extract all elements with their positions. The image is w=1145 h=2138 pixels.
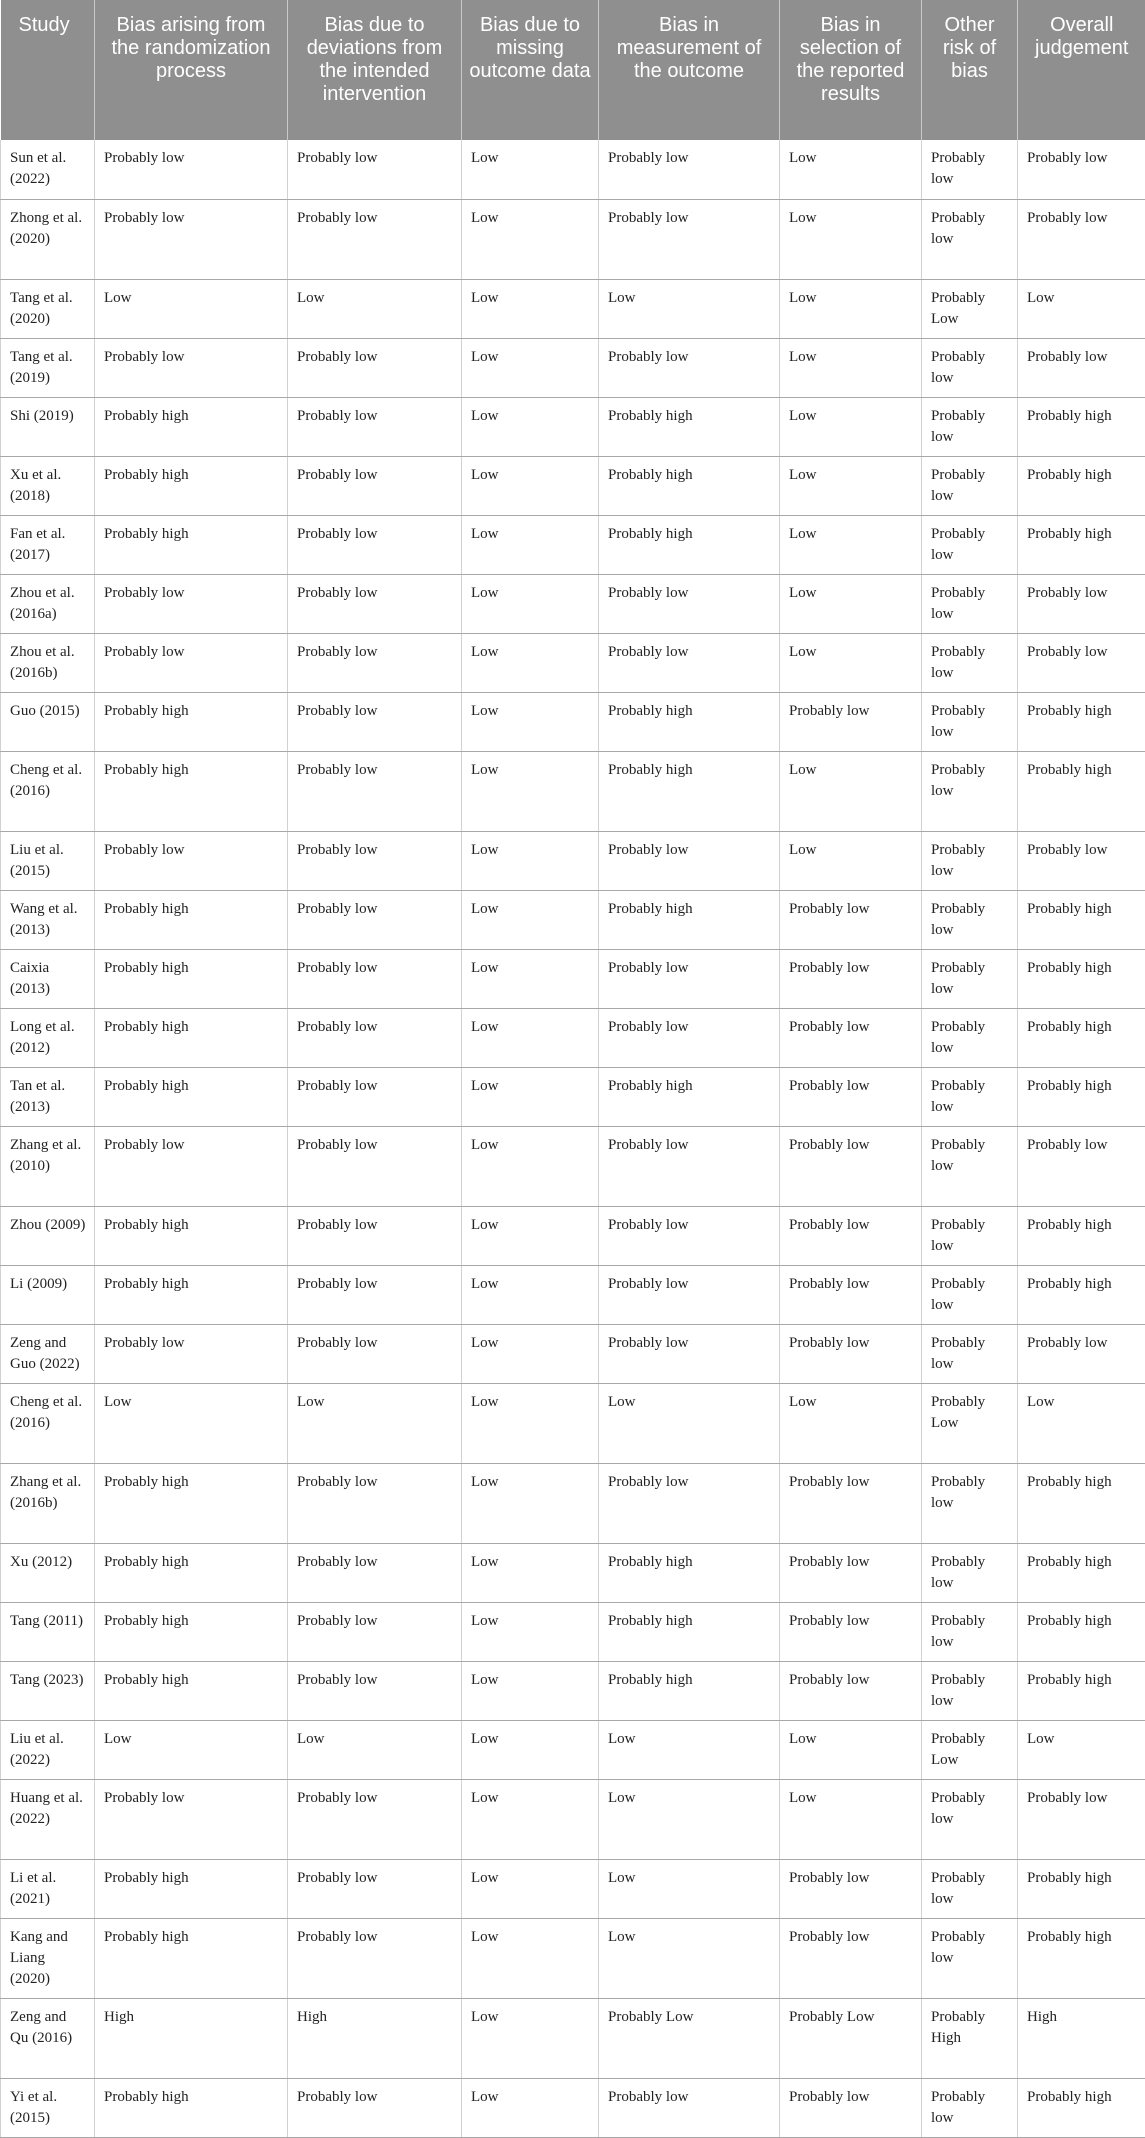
deviations-cell: Probably low <box>288 397 462 456</box>
table-row <box>1 633 1145 692</box>
missing-data-cell: Low <box>462 1324 599 1383</box>
selection-cell: Low <box>780 199 922 279</box>
table-row <box>1 1008 1145 1067</box>
selection-cell: Probably low <box>780 2078 922 2137</box>
selection-cell: Low <box>780 279 922 338</box>
table-row <box>1 338 1145 397</box>
overall-cell: Probably low <box>1018 1324 1145 1383</box>
randomization-cell: Probably high <box>95 2078 288 2137</box>
measurement-cell: Probably high <box>599 1602 780 1661</box>
missing-data-cell: Low <box>462 1008 599 1067</box>
table-row <box>1 692 1145 751</box>
deviations-cell: Probably low <box>288 751 462 831</box>
selection-cell: Low <box>780 338 922 397</box>
other-bias-cell: Probably low <box>922 1463 1018 1543</box>
study-cell: Fan et al. (2017) <box>1 515 95 574</box>
randomization-cell: Probably high <box>95 949 288 1008</box>
table-row <box>1 279 1145 338</box>
study-cell: Zeng and Qu (2016) <box>1 1998 95 2078</box>
selection-cell: Probably low <box>780 1859 922 1918</box>
other-bias-cell: Probably low <box>922 456 1018 515</box>
other-bias-cell: Probably low <box>922 574 1018 633</box>
randomization-cell: Probably high <box>95 1206 288 1265</box>
header-missing-data: Bias due to missing outcome data <box>462 0 599 140</box>
deviations-cell: Probably low <box>288 1126 462 1206</box>
randomization-cell: Probably high <box>95 692 288 751</box>
study-cell: Zhang et al. (2016b) <box>1 1463 95 1543</box>
measurement-cell: Probably low <box>599 949 780 1008</box>
missing-data-cell: Low <box>462 1463 599 1543</box>
deviations-cell: High <box>288 1998 462 2078</box>
deviations-cell: Probably low <box>288 1067 462 1126</box>
table-row <box>1 1067 1145 1126</box>
selection-cell: Probably low <box>780 1661 922 1720</box>
study-cell: Tang (2023) <box>1 1661 95 1720</box>
randomization-cell: Probably low <box>95 1779 288 1859</box>
selection-cell: Probably low <box>780 692 922 751</box>
missing-data-cell: Low <box>462 279 599 338</box>
selection-cell: Low <box>780 397 922 456</box>
table-row <box>1 574 1145 633</box>
study-cell: Zhou (2009) <box>1 1206 95 1265</box>
header-overall: Overall judgement <box>1018 0 1145 140</box>
missing-data-cell: Low <box>462 1918 599 1998</box>
table-row <box>1 1383 1145 1463</box>
table-row <box>1 1859 1145 1918</box>
selection-cell: Probably low <box>780 1067 922 1126</box>
table-row <box>1 199 1145 279</box>
table-row <box>1 456 1145 515</box>
deviations-cell: Probably low <box>288 1779 462 1859</box>
randomization-cell: High <box>95 1998 288 2078</box>
missing-data-cell: Low <box>462 1126 599 1206</box>
randomization-cell: Probably low <box>95 140 288 199</box>
measurement-cell: Probably high <box>599 751 780 831</box>
selection-cell: Low <box>780 1383 922 1463</box>
other-bias-cell: Probably low <box>922 338 1018 397</box>
measurement-cell: Probably high <box>599 515 780 574</box>
selection-cell: Probably Low <box>780 1998 922 2078</box>
header-other: Other risk of bias <box>922 0 1018 140</box>
overall-cell: Probably high <box>1018 1661 1145 1720</box>
overall-cell: Probably low <box>1018 831 1145 890</box>
overall-cell: Low <box>1018 279 1145 338</box>
table-row <box>1 1126 1145 1206</box>
table-row <box>1 1543 1145 1602</box>
deviations-cell: Probably low <box>288 1265 462 1324</box>
overall-cell: Probably low <box>1018 574 1145 633</box>
randomization-cell: Probably high <box>95 456 288 515</box>
missing-data-cell: Low <box>462 1067 599 1126</box>
other-bias-cell: Probably low <box>922 1008 1018 1067</box>
table-row <box>1 1602 1145 1661</box>
other-bias-cell: Probably low <box>922 1918 1018 1998</box>
selection-cell: Probably low <box>780 1918 922 1998</box>
deviations-cell: Probably low <box>288 1602 462 1661</box>
measurement-cell: Low <box>599 1720 780 1779</box>
other-bias-cell: Probably low <box>922 1602 1018 1661</box>
overall-cell: Probably high <box>1018 1859 1145 1918</box>
randomization-cell: Low <box>95 1720 288 1779</box>
study-cell: Liu et al. (2022) <box>1 1720 95 1779</box>
selection-cell: Probably low <box>780 949 922 1008</box>
deviations-cell: Low <box>288 1383 462 1463</box>
deviations-cell: Low <box>288 279 462 338</box>
table-row <box>1 397 1145 456</box>
study-cell: Yi et al. (2015) <box>1 2078 95 2137</box>
randomization-cell: Probably low <box>95 1324 288 1383</box>
randomization-cell: Probably high <box>95 1602 288 1661</box>
overall-cell: Probably high <box>1018 751 1145 831</box>
randomization-cell: Probably high <box>95 397 288 456</box>
missing-data-cell: Low <box>462 338 599 397</box>
table-row <box>1 1998 1145 2078</box>
study-cell: Li (2009) <box>1 1265 95 1324</box>
missing-data-cell: Low <box>462 1543 599 1602</box>
table-row <box>1 890 1145 949</box>
randomization-cell: Probably high <box>95 1008 288 1067</box>
missing-data-cell: Low <box>462 140 599 199</box>
overall-cell: Probably high <box>1018 692 1145 751</box>
header-row <box>1 0 1145 140</box>
measurement-cell: Probably high <box>599 397 780 456</box>
measurement-cell: Probably low <box>599 1463 780 1543</box>
deviations-cell: Probably low <box>288 338 462 397</box>
header-measurement: Bias in measurement of the outcome <box>599 0 780 140</box>
study-cell: Tang et al. (2019) <box>1 338 95 397</box>
overall-cell: Low <box>1018 1720 1145 1779</box>
missing-data-cell: Low <box>462 1779 599 1859</box>
header-randomization: Bias arising from the randomization process <box>95 0 288 140</box>
deviations-cell: Probably low <box>288 1206 462 1265</box>
other-bias-cell: Probably low <box>922 751 1018 831</box>
deviations-cell: Probably low <box>288 1859 462 1918</box>
deviations-cell: Probably low <box>288 1918 462 1998</box>
randomization-cell: Probably low <box>95 338 288 397</box>
measurement-cell: Probably low <box>599 1206 780 1265</box>
other-bias-cell: Probably low <box>922 1206 1018 1265</box>
table-row <box>1 2078 1145 2137</box>
missing-data-cell: Low <box>462 1206 599 1265</box>
overall-cell: Probably high <box>1018 1206 1145 1265</box>
study-cell: Long et al. (2012) <box>1 1008 95 1067</box>
other-bias-cell: Probably low <box>922 1126 1018 1206</box>
deviations-cell: Probably low <box>288 574 462 633</box>
study-cell: Zhang et al. (2010) <box>1 1126 95 1206</box>
selection-cell: Probably low <box>780 1008 922 1067</box>
selection-cell: Low <box>780 831 922 890</box>
other-bias-cell: Probably low <box>922 1324 1018 1383</box>
selection-cell: Probably low <box>780 890 922 949</box>
measurement-cell: Probably low <box>599 1008 780 1067</box>
randomization-cell: Probably high <box>95 1918 288 1998</box>
table-row <box>1 1206 1145 1265</box>
other-bias-cell: Probably low <box>922 515 1018 574</box>
measurement-cell: Probably low <box>599 2078 780 2137</box>
selection-cell: Low <box>780 140 922 199</box>
randomization-cell: Probably low <box>95 1126 288 1206</box>
missing-data-cell: Low <box>462 949 599 1008</box>
missing-data-cell: Low <box>462 1383 599 1463</box>
other-bias-cell: Probably Low <box>922 1720 1018 1779</box>
overall-cell: Probably high <box>1018 515 1145 574</box>
other-bias-cell: Probably low <box>922 1779 1018 1859</box>
deviations-cell: Probably low <box>288 1543 462 1602</box>
table-row <box>1 140 1145 199</box>
missing-data-cell: Low <box>462 1661 599 1720</box>
study-cell: Shi (2019) <box>1 397 95 456</box>
deviations-cell: Probably low <box>288 633 462 692</box>
other-bias-cell: Probably low <box>922 2078 1018 2137</box>
other-bias-cell: Probably low <box>922 831 1018 890</box>
measurement-cell: Low <box>599 1918 780 1998</box>
other-bias-cell: Probably low <box>922 140 1018 199</box>
randomization-cell: Probably high <box>95 1661 288 1720</box>
selection-cell: Low <box>780 515 922 574</box>
overall-cell: Probably low <box>1018 1779 1145 1859</box>
measurement-cell: Probably low <box>599 633 780 692</box>
study-cell: Tang et al. (2020) <box>1 279 95 338</box>
measurement-cell: Probably low <box>599 1126 780 1206</box>
header-deviations: Bias due to deviations from the intended intervention <box>288 0 462 140</box>
measurement-cell: Probably high <box>599 1661 780 1720</box>
study-cell: Caixia (2013) <box>1 949 95 1008</box>
overall-cell: Probably high <box>1018 1463 1145 1543</box>
overall-cell: Probably high <box>1018 949 1145 1008</box>
deviations-cell: Probably low <box>288 890 462 949</box>
selection-cell: Probably low <box>780 1543 922 1602</box>
overall-cell: Probably low <box>1018 1126 1145 1206</box>
missing-data-cell: Low <box>462 1265 599 1324</box>
measurement-cell: Probably low <box>599 574 780 633</box>
other-bias-cell: Probably Low <box>922 1383 1018 1463</box>
study-cell: Zhong et al. (2020) <box>1 199 95 279</box>
other-bias-cell: Probably low <box>922 1543 1018 1602</box>
deviations-cell: Probably low <box>288 1661 462 1720</box>
table-row <box>1 751 1145 831</box>
randomization-cell: Probably high <box>95 1859 288 1918</box>
missing-data-cell: Low <box>462 890 599 949</box>
deviations-cell: Probably low <box>288 515 462 574</box>
study-cell: Li et al. (2021) <box>1 1859 95 1918</box>
overall-cell: Probably high <box>1018 890 1145 949</box>
table-body <box>1 140 1145 2137</box>
deviations-cell: Probably low <box>288 1463 462 1543</box>
table-row <box>1 1779 1145 1859</box>
selection-cell: Low <box>780 1779 922 1859</box>
randomization-cell: Probably high <box>95 751 288 831</box>
overall-cell: High <box>1018 1998 1145 2078</box>
measurement-cell: Probably high <box>599 1067 780 1126</box>
randomization-cell: Low <box>95 1383 288 1463</box>
deviations-cell: Probably low <box>288 456 462 515</box>
header-selection: Bias in selection of the reported results <box>780 0 922 140</box>
randomization-cell: Probably low <box>95 199 288 279</box>
overall-cell: Probably low <box>1018 338 1145 397</box>
deviations-cell: Probably low <box>288 1008 462 1067</box>
overall-cell: Probably high <box>1018 397 1145 456</box>
other-bias-cell: Probably low <box>922 1661 1018 1720</box>
deviations-cell: Probably low <box>288 2078 462 2137</box>
measurement-cell: Low <box>599 1383 780 1463</box>
other-bias-cell: Probably low <box>922 633 1018 692</box>
missing-data-cell: Low <box>462 1998 599 2078</box>
measurement-cell: Low <box>599 1859 780 1918</box>
study-cell: Zeng and Guo (2022) <box>1 1324 95 1383</box>
selection-cell: Low <box>780 751 922 831</box>
table-row <box>1 1265 1145 1324</box>
missing-data-cell: Low <box>462 2078 599 2137</box>
study-cell: Cheng et al. (2016) <box>1 751 95 831</box>
randomization-cell: Probably high <box>95 1265 288 1324</box>
measurement-cell: Probably high <box>599 456 780 515</box>
measurement-cell: Probably high <box>599 1543 780 1602</box>
table-header <box>1 0 1145 140</box>
missing-data-cell: Low <box>462 692 599 751</box>
randomization-cell: Low <box>95 279 288 338</box>
study-cell: Huang et al. (2022) <box>1 1779 95 1859</box>
other-bias-cell: Probably low <box>922 890 1018 949</box>
overall-cell: Low <box>1018 1383 1145 1463</box>
randomization-cell: Probably low <box>95 633 288 692</box>
table-row <box>1 831 1145 890</box>
other-bias-cell: Probably low <box>922 692 1018 751</box>
selection-cell: Probably low <box>780 1324 922 1383</box>
measurement-cell: Probably low <box>599 1265 780 1324</box>
randomization-cell: Probably high <box>95 1067 288 1126</box>
overall-cell: Probably low <box>1018 633 1145 692</box>
table-row <box>1 1463 1145 1543</box>
study-cell: Tan et al. (2013) <box>1 1067 95 1126</box>
deviations-cell: Probably low <box>288 692 462 751</box>
overall-cell: Probably high <box>1018 1265 1145 1324</box>
selection-cell: Low <box>780 633 922 692</box>
measurement-cell: Probably low <box>599 1324 780 1383</box>
other-bias-cell: Probably Low <box>922 279 1018 338</box>
deviations-cell: Probably low <box>288 140 462 199</box>
missing-data-cell: Low <box>462 397 599 456</box>
missing-data-cell: Low <box>462 633 599 692</box>
randomization-cell: Probably high <box>95 515 288 574</box>
study-cell: Guo (2015) <box>1 692 95 751</box>
selection-cell: Probably low <box>780 1206 922 1265</box>
measurement-cell: Probably low <box>599 199 780 279</box>
missing-data-cell: Low <box>462 1602 599 1661</box>
table-row <box>1 1661 1145 1720</box>
study-cell: Cheng et al. (2016) <box>1 1383 95 1463</box>
measurement-cell: Low <box>599 1779 780 1859</box>
selection-cell: Low <box>780 1720 922 1779</box>
deviations-cell: Probably low <box>288 831 462 890</box>
measurement-cell: Probably low <box>599 338 780 397</box>
randomization-cell: Probably high <box>95 1463 288 1543</box>
selection-cell: Low <box>780 456 922 515</box>
other-bias-cell: Probably low <box>922 397 1018 456</box>
missing-data-cell: Low <box>462 574 599 633</box>
study-cell: Sun et al. (2022) <box>1 140 95 199</box>
other-bias-cell: Probably low <box>922 199 1018 279</box>
header-study: Study <box>1 0 95 140</box>
randomization-cell: Probably high <box>95 890 288 949</box>
measurement-cell: Probably high <box>599 692 780 751</box>
selection-cell: Probably low <box>780 1602 922 1661</box>
table-row <box>1 1324 1145 1383</box>
other-bias-cell: Probably low <box>922 1067 1018 1126</box>
missing-data-cell: Low <box>462 831 599 890</box>
deviations-cell: Probably low <box>288 949 462 1008</box>
selection-cell: Low <box>780 574 922 633</box>
selection-cell: Probably low <box>780 1265 922 1324</box>
other-bias-cell: Probably low <box>922 949 1018 1008</box>
overall-cell: Probably low <box>1018 140 1145 199</box>
other-bias-cell: Probably High <box>922 1998 1018 2078</box>
selection-cell: Probably low <box>780 1463 922 1543</box>
study-cell: Tang (2011) <box>1 1602 95 1661</box>
overall-cell: Probably high <box>1018 1067 1145 1126</box>
missing-data-cell: Low <box>462 1859 599 1918</box>
measurement-cell: Probably low <box>599 140 780 199</box>
selection-cell: Probably low <box>780 1126 922 1206</box>
overall-cell: Probably high <box>1018 1008 1145 1067</box>
study-cell: Wang et al. (2013) <box>1 890 95 949</box>
measurement-cell: Probably high <box>599 890 780 949</box>
study-cell: Zhou et al. (2016a) <box>1 574 95 633</box>
other-bias-cell: Probably low <box>922 1859 1018 1918</box>
study-cell: Xu et al. (2018) <box>1 456 95 515</box>
table-row <box>1 1918 1145 1998</box>
missing-data-cell: Low <box>462 751 599 831</box>
deviations-cell: Low <box>288 1720 462 1779</box>
missing-data-cell: Low <box>462 515 599 574</box>
randomization-cell: Probably low <box>95 574 288 633</box>
overall-cell: Probably low <box>1018 199 1145 279</box>
overall-cell: Probably high <box>1018 456 1145 515</box>
missing-data-cell: Low <box>462 456 599 515</box>
study-cell: Liu et al. (2015) <box>1 831 95 890</box>
overall-cell: Probably high <box>1018 1602 1145 1661</box>
deviations-cell: Probably low <box>288 199 462 279</box>
table-row <box>1 949 1145 1008</box>
other-bias-cell: Probably low <box>922 1265 1018 1324</box>
overall-cell: Probably high <box>1018 2078 1145 2137</box>
study-cell: Kang and Liang (2020) <box>1 1918 95 1998</box>
measurement-cell: Low <box>599 279 780 338</box>
table-row <box>1 1720 1145 1779</box>
overall-cell: Probably high <box>1018 1543 1145 1602</box>
randomization-cell: Probably high <box>95 1543 288 1602</box>
measurement-cell: Probably low <box>599 831 780 890</box>
study-cell: Xu (2012) <box>1 1543 95 1602</box>
table-row <box>1 515 1145 574</box>
randomization-cell: Probably low <box>95 831 288 890</box>
missing-data-cell: Low <box>462 1720 599 1779</box>
deviations-cell: Probably low <box>288 1324 462 1383</box>
missing-data-cell: Low <box>462 199 599 279</box>
measurement-cell: Probably Low <box>599 1998 780 2078</box>
study-cell: Zhou et al. (2016b) <box>1 633 95 692</box>
overall-cell: Probably high <box>1018 1918 1145 1998</box>
